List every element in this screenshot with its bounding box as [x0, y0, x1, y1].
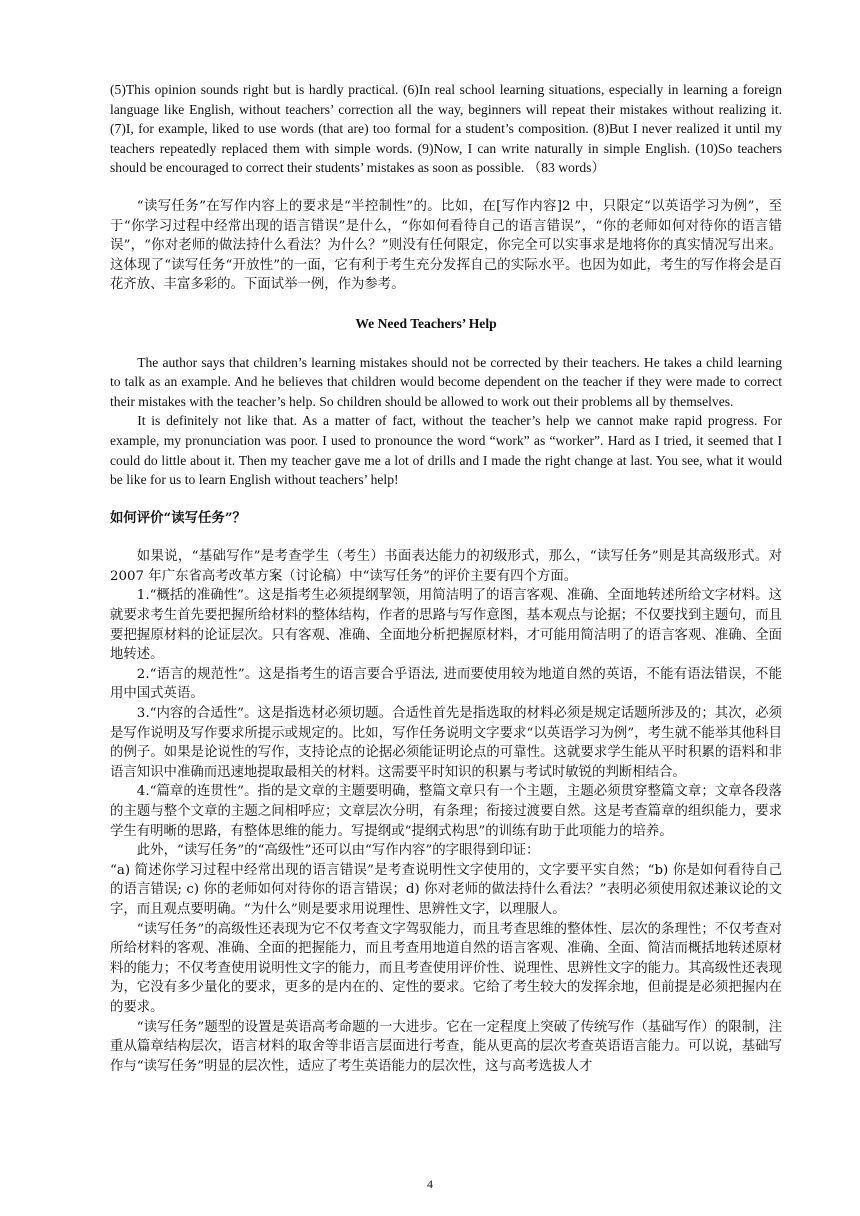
higher-level-paragraph: “读写任务”的高级性还表现为它不仅考查文字驾驭能力，而且考查思维的整体性、层次的条理性；不仅考查对所给材料的客观、准确、全面的把握能力，而且考查用地道自然的语言客观、准确、全面、简洁而概括地转述原材料的能力；不仅考查使用说明性文字的能力，而且考查使用评价性、说理性、思辨性文字的能力。其高级性还表现为，它没有多少量化的要求，更多的是内在的、定性的要求。它给了考生较大的发挥余地，但前提是必须把握内在的要求。 [110, 921, 782, 1015]
criterion-item: 2.“语言的规范性”。这是指考生的语言要合乎语法, 进而要使用较为地道自然的英语，不能有语法错误，不能用中国式英语。 [110, 666, 782, 702]
further-quote: “a) 简述你学习过程中经常出现的语言错误”是考查说明性文字使用的，文字要平实自然；“b) 你是如何看待自己的语言错误; c) 你的老师如何对待你的语言错误；d) 你对老师的做法持什么看法？”表明必须使用叙述兼议论的文字，而且观点要明确。“为什么”则是要求用说理性、思辨性文字，以理服人。 [110, 862, 782, 917]
intro-paragraph: “读写任务”在写作内容上的要求是“半控制性”的。比如，在[写作内容]2 中，只限定“以英语学习为例”，至于“你学习过程中经常出现的语言错误”是什么，“你如何看待自己的语言错误”，“你的老师如何对待你的语言错误”，“你对老师的做法持什么看法？为什么？”则没有任何限定，你完全可以实事求是地将你的真实情况写出来。这体现了“读写任务“开放性”的一面，它有利于考生充分发挥自己的实际水平。也因为如此，考生的写作将会是百花齐放、丰富多彩的。下面试举一例，作为参考。 [110, 198, 782, 293]
essay-title: We Need Teachers’ Help [355, 315, 497, 331]
section-heading: 如何评价“读写任务”？ [110, 509, 246, 526]
closing-paragraph: “读写任务”题型的设置是英语高考命题的一大进步。它在一定程度上突破了传统写作（基础写作）的限制，注重从篇章结构层次，语言材料的取舍等非语言层面进行考查，能从更高的层次考查英语语言能力。可以说，基础写作与“读写任务”明显的层次性，适应了考生英语能力的层次性，这与高考选拔人才 [110, 1019, 782, 1074]
essay-paragraph: The author says that children’s learning mistakes should not be corrected by their teachers. He takes a child learning to talk as an example. And he believes that children would become dependent on the teacher if they were made to correct their mistakes with the teacher’s help. So children should be allowed to work out their problems all by themselves. [110, 354, 782, 409]
criterion-item: 3.“内容的合适性”。这是指选材必须切题。合适性首先是指选取的材料必须是规定话题所涉及的；其次，必须是写作说明及写作要求所提示或规定的。比如，写作任务说明文字要求“以英语学习为例”，考生就不能举其他科目的例子。如果是论说性的写作，支持论点的论据必须能证明论点的可靠性。这就要求学生能从平时积累的语料和非语言知识中准确而迅速地提取最相关的材料。这需要平时知识的积累与考试时敏锐的判断相结合。 [110, 706, 782, 780]
evaluation-intro: 如果说，“基础写作”是考查学生（考生）书面表达能力的初级形式，那么，“读写任务”则是其高级形式。对 2007 年广东省高考改革方案（讨论稿）中“读写任务”的评价主要有四个方面。 [110, 549, 782, 584]
criterion-item: 4.“篇章的连贯性”。指的是文章的主题要明确，整篇文章只有一个主题，主题必须贯穿整篇文章；文章各段落的主题与整个文章的主题之间相呼应；文章层次分明，有条理；衔接过渡要自然。这是考查篇章的组织能力，要求学生有明晰的思路，有整体思维的能力。写提纲或“提纲式构思”的训练有助于此项能力的培养。 [110, 784, 782, 839]
page-body [110, 80, 782, 1076]
page-number: 4 [427, 1177, 433, 1191]
further-lead: 此外，“读写任务”的“高级性”还可以由“写作内容”的字眼得到印证： [136, 843, 540, 859]
essay-paragraph: It is definitely not like that. As a matter of fact, without the teacher’s help we cannot make rapid progress. For example, my pronunciation was poor. I used to pronounce the word “work” as “worker”. Hard as I tried, it seemed that I could do little about it. Then my teacher gave me a lot of drills and I made the right change at last. You see, what it would be like for us to learn English without teachers’ help! [110, 413, 782, 488]
opinion-paragraph: (5)This opinion sounds right but is hardly practical. (6)In real school learning situations, especially in learning a foreign language like English, without teachers’ correction all the way, beginners will repeat their mistakes without realizing it. (7)I, for example, liked to use words (that are) too formal for a student’s composition. (8)But I never realized it until my teachers repeatedly replaced them with simple words. (9)Now, I can write naturally in simple English. (10)So teachers should be encouraged to correct their students’ mistakes as soon as possible. （83 words） [110, 82, 782, 176]
criterion-item: 1.“概括的准确性”。这是指考生必须提纲挈领，用简洁明了的语言客观、准确、全面地转述所给文字材料。这就要求考生首先要把握所给材料的整体结构，作者的思路与写作意图，基本观点与论据；不仅要找到主题句，而且要把握原材料的论证层次。只有客观、准确、全面地分析把握原材料，才可能用简洁明了的语言客观、准确、全面地转述。 [110, 588, 782, 663]
